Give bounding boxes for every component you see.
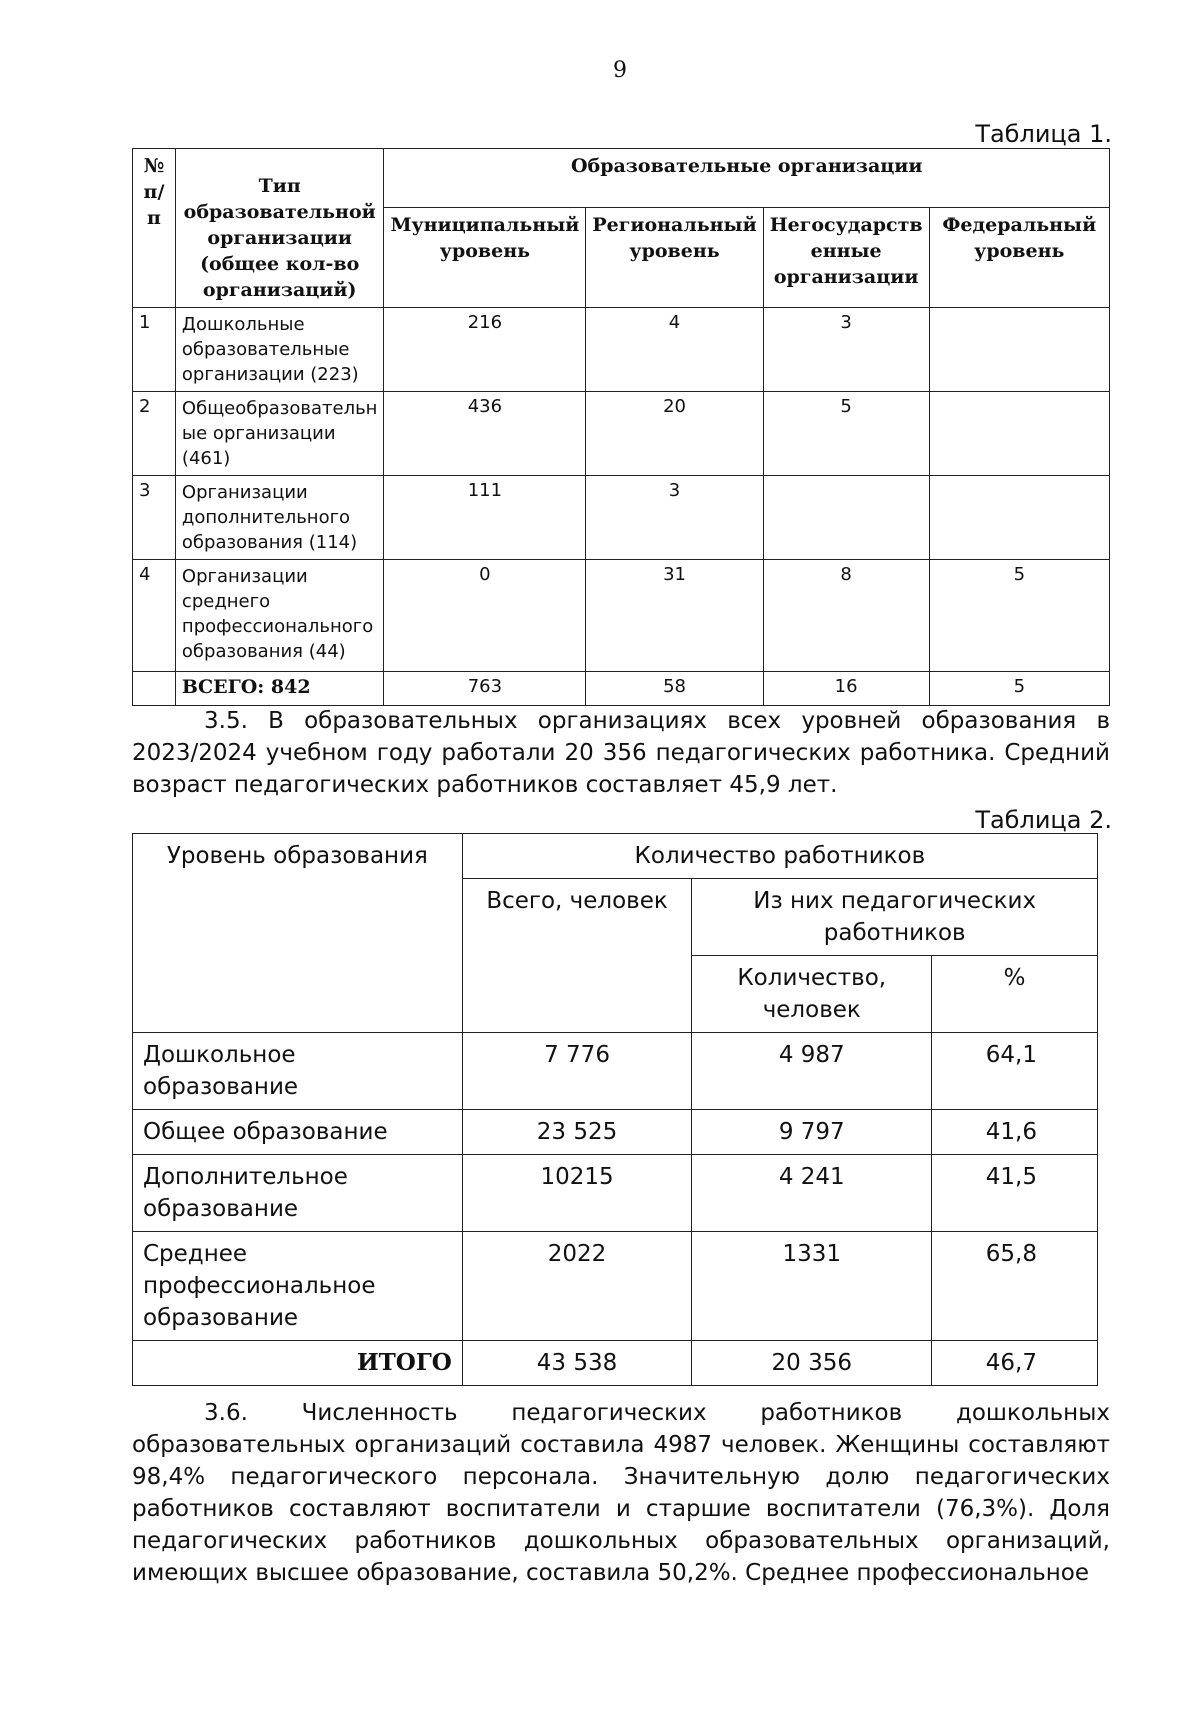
table1-header-type: Тип образовательной организации (общее кол-во организаций) <box>175 149 384 308</box>
summary-pct: 46,7 <box>932 1341 1098 1386</box>
table-row <box>133 1155 1098 1232</box>
row-ped-count: 9 797 <box>692 1110 932 1155</box>
table1-caption: Таблица 1. <box>975 120 1112 148</box>
row-total: 23 525 <box>462 1110 692 1155</box>
row-federal <box>929 392 1109 476</box>
row-ped-count: 1331 <box>692 1232 932 1341</box>
row-regional: 4 <box>586 308 763 392</box>
row-regional: 3 <box>586 476 763 560</box>
table2-header-ped-group: Из них педагогических работников <box>692 879 1098 956</box>
page-number: 9 <box>613 58 627 83</box>
total-nongov: 16 <box>763 672 929 706</box>
row-num: 4 <box>133 560 176 672</box>
table-row <box>133 1110 1098 1155</box>
table-row <box>133 560 1110 672</box>
table2-header-total: Всего, человек <box>462 879 692 1033</box>
total-federal: 5 <box>929 672 1109 706</box>
table-row <box>133 1232 1098 1341</box>
row-pct: 64,1 <box>932 1033 1098 1110</box>
row-name: Организации среднего профессионального образования (44) <box>175 560 384 672</box>
row-nongov <box>763 476 929 560</box>
row-level: Среднее профессиональное образование <box>133 1232 463 1341</box>
row-num: 3 <box>133 476 176 560</box>
summary-ped-count: 20 356 <box>692 1341 932 1386</box>
table-1 <box>132 148 1110 706</box>
table-row <box>133 476 1110 560</box>
table1-header-num: № п/п <box>133 149 176 308</box>
paragraph-3-6: 3.6. Численность педагогических работников дошкольных образовательных организаций составила 4987 человек. Женщины составляют 98,4% педагогического персонала. Значительную долю педагогических работников составляют воспитатели и старшие воспитатели (76,3%). Доля педагогических работников дошкольных образовательных организаций, имеющих высшее образование, составила 50,2%. Среднее профессиональное <box>132 1400 1110 1586</box>
table1-header-federal: Федеральный уровень <box>929 208 1109 308</box>
table2-header-count-group: Количество работников <box>462 834 1097 879</box>
table-summary-row <box>133 1341 1098 1386</box>
table1-header-nongov: Негосударств енные организации <box>763 208 929 308</box>
row-level: Общее образование <box>133 1110 463 1155</box>
summary-total: 43 538 <box>462 1341 692 1386</box>
row-regional: 20 <box>586 392 763 476</box>
table-2 <box>132 833 1098 1386</box>
total-municipal: 763 <box>384 672 586 706</box>
row-regional: 31 <box>586 560 763 672</box>
row-federal <box>929 476 1109 560</box>
row-num: 1 <box>133 308 176 392</box>
row-municipal: 436 <box>384 392 586 476</box>
row-nongov: 5 <box>763 392 929 476</box>
row-pct: 41,6 <box>932 1110 1098 1155</box>
row-name: Организации дополнительного образования (114) <box>175 476 384 560</box>
row-municipal: 0 <box>384 560 586 672</box>
row-level: Дополнительное образование <box>133 1155 463 1232</box>
row-municipal: 111 <box>384 476 586 560</box>
table-row <box>133 1033 1098 1110</box>
table-row <box>133 392 1110 476</box>
total-num <box>133 672 176 706</box>
table1-header-regional: Региональный уровень <box>586 208 763 308</box>
row-name: Общеобразовательн ые организации (461) <box>175 392 384 476</box>
summary-label: ИТОГО <box>133 1341 463 1386</box>
table2-caption: Таблица 2. <box>975 806 1112 834</box>
row-pct: 41,5 <box>932 1155 1098 1232</box>
row-nongov: 3 <box>763 308 929 392</box>
table2-header-level: Уровень образования <box>133 834 463 1033</box>
row-level: Дошкольное образование <box>133 1033 463 1110</box>
paragraph-3-5: 3.5. В образовательных организациях всех уровней образования в 2023/2024 учебном году работали 20 356 педагогических работника. Средний возраст педагогических работников составляет 45,9 лет. <box>132 708 1110 798</box>
table1-header-municipal: Муниципальный уровень <box>384 208 586 308</box>
row-total: 10215 <box>462 1155 692 1232</box>
row-total: 7 776 <box>462 1033 692 1110</box>
row-ped-count: 4 987 <box>692 1033 932 1110</box>
table2-header-pct: % <box>932 956 1098 1033</box>
row-total: 2022 <box>462 1232 692 1341</box>
table1-header-group: Образовательные организации <box>384 149 1110 208</box>
row-pct: 65,8 <box>932 1232 1098 1341</box>
row-municipal: 216 <box>384 308 586 392</box>
table-total-row <box>133 672 1110 706</box>
row-federal: 5 <box>929 560 1109 672</box>
row-num: 2 <box>133 392 176 476</box>
row-federal <box>929 308 1109 392</box>
total-label: ВСЕГО: 842 <box>175 672 384 706</box>
table2-header-ped-count: Количество, человек <box>692 956 932 1033</box>
row-name: Дошкольные образовательные организации (223) <box>175 308 384 392</box>
row-nongov: 8 <box>763 560 929 672</box>
total-regional: 58 <box>586 672 763 706</box>
row-ped-count: 4 241 <box>692 1155 932 1232</box>
table-row <box>133 308 1110 392</box>
